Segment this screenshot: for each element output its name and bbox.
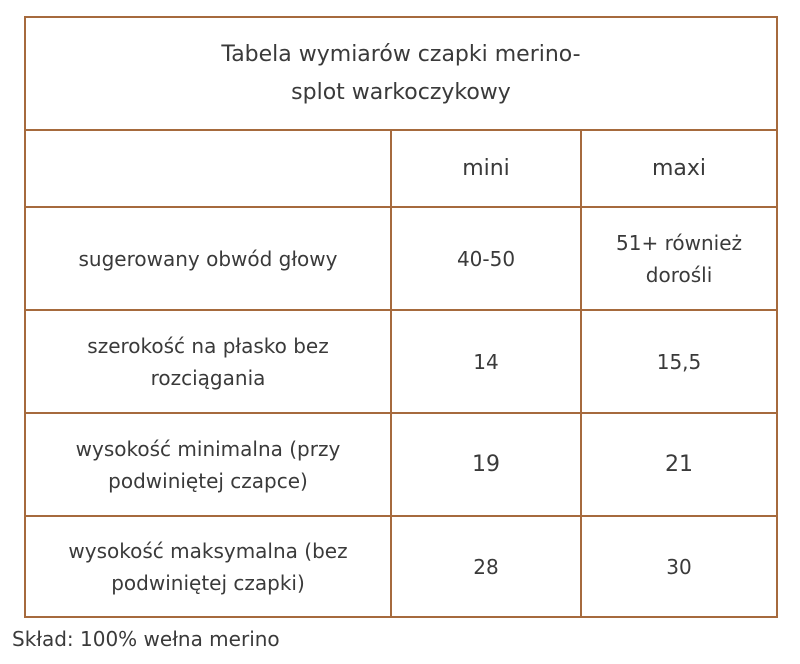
header-mini: mini [391,130,581,207]
size-table [24,16,778,618]
cell-mini: 19 [391,413,581,516]
composition-note: Skład: 100% wełna merino [12,627,280,651]
row-label-line-1: wysokość minimalna (przy [75,436,341,461]
cell-maxi-line-1: 51+ również [616,230,742,255]
header-maxi: maxi [581,130,777,207]
cell-maxi: 21 [581,413,777,516]
table-title-line-1: Tabela wymiarów czapki merino- [221,41,581,67]
row-label [25,413,391,516]
cell-maxi [581,207,777,310]
row-label-line-2: podwiniętej czapce) [108,468,308,493]
table-title-line-2: splot warkoczykowy [291,79,511,105]
row-label [25,310,391,413]
row-label-line-2: podwiniętej czapki) [111,570,305,595]
table-title [25,17,777,130]
cell-mini: 14 [391,310,581,413]
cell-maxi: 30 [581,516,777,617]
table-row [25,516,777,617]
cell-mini: 28 [391,516,581,617]
table-row [25,207,777,310]
header-empty-cell [25,130,391,207]
table-row [25,413,777,516]
row-label: sugerowany obwód głowy [25,207,391,310]
cell-maxi: 15,5 [581,310,777,413]
title-row [25,17,777,130]
header-row [25,130,777,207]
row-label-line-1: wysokość maksymalna (bez [68,538,348,563]
row-label [25,516,391,617]
row-label-line-2: rozciągania [150,365,266,390]
row-label-line-1: szerokość na płasko bez [87,333,329,358]
table-row [25,310,777,413]
cell-mini: 40-50 [391,207,581,310]
cell-maxi-line-2: dorośli [645,262,713,287]
